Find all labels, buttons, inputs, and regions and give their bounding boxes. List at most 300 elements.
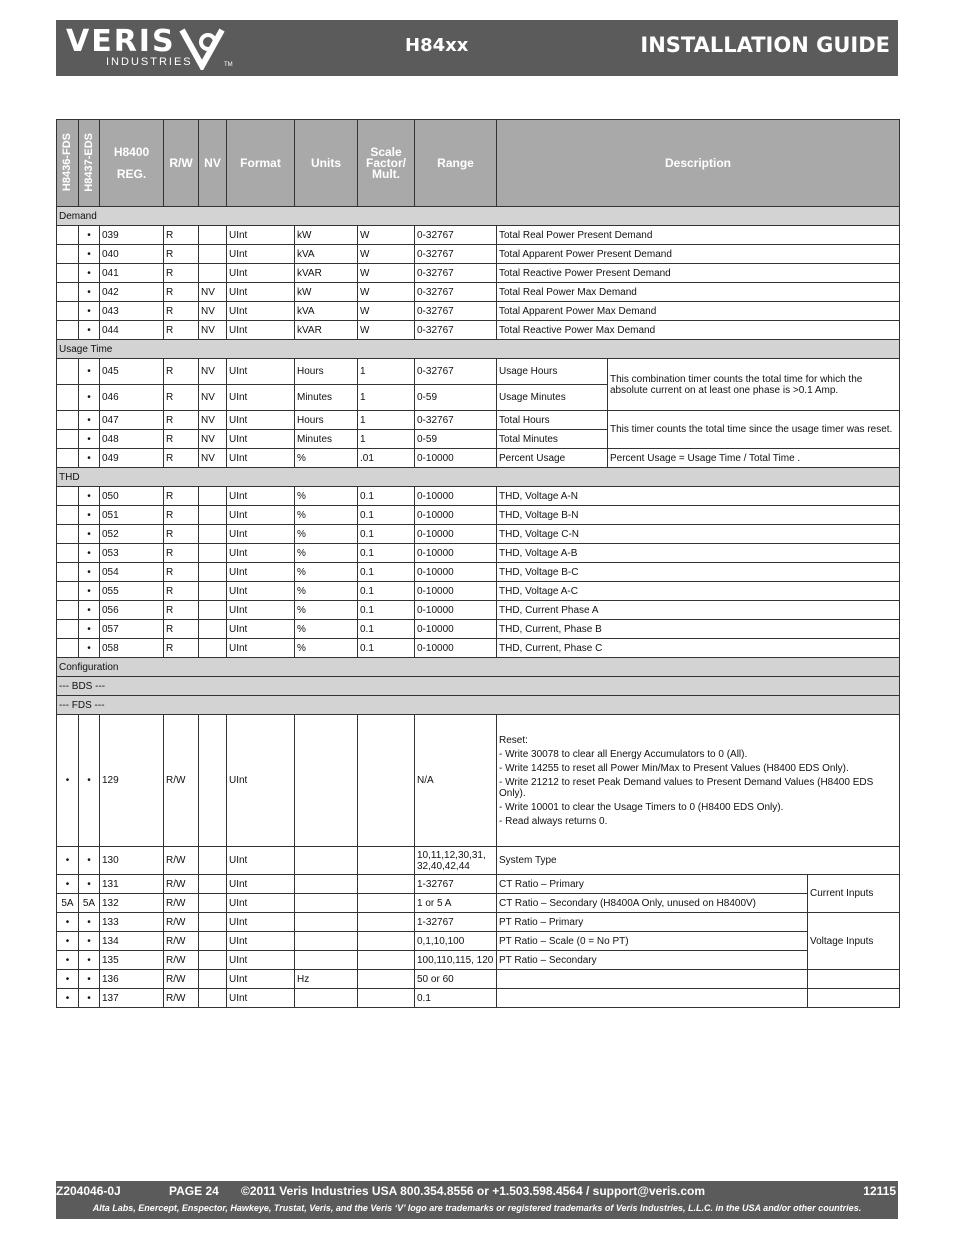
table-cell [199, 226, 227, 245]
table-cell [57, 525, 79, 544]
table-cell: NV [199, 302, 227, 321]
table-cell: Percent Usage = Usage Time / Total Time . [608, 449, 900, 468]
table-cell: % [295, 601, 358, 620]
table-cell: R [164, 601, 199, 620]
table-cell: • [57, 970, 79, 989]
table-cell [57, 430, 79, 449]
table-cell: 0-10000 [415, 601, 497, 620]
table-cell: System Type [497, 847, 900, 875]
section-row [57, 340, 900, 359]
table-cell: • [57, 715, 79, 847]
table-cell: R/W [164, 951, 199, 970]
table-row [57, 449, 900, 468]
table-cell: 0.1 [415, 989, 497, 1008]
table-cell [295, 875, 358, 894]
table-cell: R/W [164, 875, 199, 894]
table-cell: 057 [100, 620, 164, 639]
table-cell: 0-10000 [415, 620, 497, 639]
logo-tm: TM [224, 62, 233, 68]
table-cell: 0-10000 [415, 544, 497, 563]
table-cell: kVAR [295, 321, 358, 340]
table-cell: 50 or 60 [415, 970, 497, 989]
header-format: Format [227, 120, 295, 207]
table-cell: 0.1 [358, 525, 415, 544]
page-number: PAGE 24 [169, 1184, 219, 1198]
table-cell: This timer counts the total time since the usage timer was reset. [608, 411, 900, 449]
table-cell: R [164, 226, 199, 245]
table-cell: 0-32767 [415, 411, 497, 430]
table-row [57, 582, 900, 601]
table-cell [497, 989, 808, 1008]
table-cell: 137 [100, 989, 164, 1008]
table-cell: kW [295, 226, 358, 245]
table-row [57, 932, 900, 951]
table-cell [199, 715, 227, 847]
table-cell: 0-10000 [415, 506, 497, 525]
table-cell: • [79, 226, 100, 245]
table-cell: UInt [227, 487, 295, 506]
table-cell: UInt [227, 951, 295, 970]
section-row [57, 207, 900, 226]
table-cell [57, 487, 79, 506]
table-cell: THD, Voltage A-N [497, 487, 900, 506]
table-cell [57, 302, 79, 321]
table-row [57, 989, 900, 1008]
table-row [57, 563, 900, 582]
table-cell: 0-10000 [415, 525, 497, 544]
table-cell: % [295, 620, 358, 639]
table-cell: kVA [295, 245, 358, 264]
table-cell: 046 [100, 385, 164, 411]
table-cell: R/W [164, 894, 199, 913]
table-cell: • [79, 715, 100, 847]
table-cell: THD, Voltage B-N [497, 506, 900, 525]
table-row [57, 525, 900, 544]
table-cell: Demand [57, 207, 900, 226]
table-cell [199, 544, 227, 563]
table-cell: 1-32767 [415, 875, 497, 894]
table-cell: N/A [415, 715, 497, 847]
table-cell: CT Ratio – Secondary (H8400A Only, unused on H8400V) [497, 894, 808, 913]
table-cell: 0.1 [358, 620, 415, 639]
header-range: Range [415, 120, 497, 207]
table-cell: % [295, 582, 358, 601]
table-cell: 0.1 [358, 487, 415, 506]
table-cell: Total Real Power Max Demand [497, 283, 900, 302]
table-row [57, 913, 900, 932]
table-cell [358, 913, 415, 932]
table-row [57, 487, 900, 506]
table-cell: R [164, 264, 199, 283]
veris-logo [66, 24, 246, 72]
table-cell: Minutes [295, 430, 358, 449]
table-row [57, 847, 900, 875]
table-cell: 1 [358, 430, 415, 449]
table-cell: THD, Voltage A-C [497, 582, 900, 601]
table-cell: 0-59 [415, 430, 497, 449]
table-cell [358, 715, 415, 847]
table-cell: W [358, 321, 415, 340]
table-cell [57, 359, 79, 385]
reset-line: - Read always returns 0. [499, 815, 608, 827]
table-cell: % [295, 525, 358, 544]
table-cell: R/W [164, 932, 199, 951]
table-cell [808, 989, 900, 1008]
table-cell: Usage Hours [497, 359, 608, 385]
section-row [57, 677, 900, 696]
table-cell: .01 [358, 449, 415, 468]
table-cell [57, 639, 79, 658]
logo-wordmark: VERIS [66, 24, 176, 59]
table-cell: • [79, 487, 100, 506]
table-cell [199, 506, 227, 525]
table-cell: 0-59 [415, 385, 497, 411]
table-row [57, 544, 900, 563]
table-cell: PT Ratio – Scale (0 = No PT) [497, 932, 808, 951]
table-cell: • [79, 951, 100, 970]
table-cell: PT Ratio – Primary [497, 913, 808, 932]
table-cell: 1 [358, 359, 415, 385]
table-cell: R/W [164, 913, 199, 932]
table-cell: • [79, 449, 100, 468]
table-cell: 131 [100, 875, 164, 894]
table-cell: 0.1 [358, 601, 415, 620]
table-cell [199, 847, 227, 875]
table-cell: UInt [227, 620, 295, 639]
table-row [57, 639, 900, 658]
table-cell: CT Ratio – Primary [497, 875, 808, 894]
table-cell: UInt [227, 245, 295, 264]
table-cell: • [79, 932, 100, 951]
table-cell: 134 [100, 932, 164, 951]
table-cell [199, 894, 227, 913]
table-cell [57, 283, 79, 302]
table-cell: 100,110,115, 120 [415, 951, 497, 970]
table-cell: 0-10000 [415, 487, 497, 506]
register-table [56, 119, 900, 1008]
table-cell: UInt [227, 264, 295, 283]
table-cell: Total Hours [497, 411, 608, 430]
header-h8437: H8437-EDS [79, 120, 100, 207]
table-cell [199, 932, 227, 951]
table-cell: • [79, 563, 100, 582]
table-cell: 0-32767 [415, 302, 497, 321]
table-cell: UInt [227, 715, 295, 847]
table-cell: THD, Current, Phase C [497, 639, 900, 658]
table-cell: Current Inputs [808, 875, 900, 913]
table-cell: R [164, 544, 199, 563]
table-cell: THD, Voltage C-N [497, 525, 900, 544]
table-cell: 0-32767 [415, 245, 497, 264]
table-row [57, 359, 900, 385]
table-cell: • [79, 544, 100, 563]
table-cell: W [358, 226, 415, 245]
table-cell: R/W [164, 989, 199, 1008]
table-cell: % [295, 544, 358, 563]
table-cell: • [79, 639, 100, 658]
table-cell: PT Ratio – Secondary [497, 951, 808, 970]
header-reg: H8400 REG. [100, 120, 164, 207]
table-cell: UInt [227, 970, 295, 989]
table-row [57, 245, 900, 264]
table-row [57, 875, 900, 894]
table-row [57, 620, 900, 639]
table-cell: 5A [57, 894, 79, 913]
reset-line: - Write 30078 to clear all Energy Accumulators to 0 (All). [499, 748, 748, 760]
table-cell: R [164, 506, 199, 525]
table-cell: 0-32767 [415, 283, 497, 302]
table-row [57, 226, 900, 245]
table-cell: Voltage Inputs [808, 913, 900, 970]
table-cell: 053 [100, 544, 164, 563]
table-cell: R [164, 525, 199, 544]
table-cell: UInt [227, 449, 295, 468]
table-cell: • [79, 385, 100, 411]
table-cell: NV [199, 411, 227, 430]
table-cell: UInt [227, 525, 295, 544]
table-cell: 055 [100, 582, 164, 601]
table-cell: 039 [100, 226, 164, 245]
table-cell: 1-32767 [415, 913, 497, 932]
table-cell: R [164, 639, 199, 658]
table-cell [358, 894, 415, 913]
table-cell: % [295, 506, 358, 525]
table-cell [295, 847, 358, 875]
reset-line: - Write 14255 to reset all Power Min/Max to Present Values (H8400 EDS Only). [499, 762, 849, 774]
table-cell: 0.1 [358, 582, 415, 601]
table-cell: Percent Usage [497, 449, 608, 468]
table-cell [57, 582, 79, 601]
table-cell [199, 601, 227, 620]
table-cell: THD [57, 468, 900, 487]
table-cell [199, 563, 227, 582]
table-cell: 0-10000 [415, 563, 497, 582]
table-cell [57, 411, 79, 430]
table-cell: UInt [227, 430, 295, 449]
table-cell: UInt [227, 875, 295, 894]
table-cell: UInt [227, 302, 295, 321]
table-cell: 5A [79, 894, 100, 913]
table-cell: UInt [227, 411, 295, 430]
section-row [57, 696, 900, 715]
table-cell: kW [295, 283, 358, 302]
table-cell: 0.1 [358, 639, 415, 658]
table-cell: 045 [100, 359, 164, 385]
table-cell: 0.1 [358, 563, 415, 582]
table-cell: UInt [227, 506, 295, 525]
table-cell [199, 620, 227, 639]
reset-line: Reset: [499, 734, 528, 746]
table-cell: 049 [100, 449, 164, 468]
table-cell: NV [199, 430, 227, 449]
table-cell: % [295, 449, 358, 468]
header-scale: Scale Factor/ Mult. [358, 120, 415, 207]
table-cell: NV [199, 283, 227, 302]
table-cell: Total Minutes [497, 430, 608, 449]
table-cell: Total Reactive Power Present Demand [497, 264, 900, 283]
table-row [57, 283, 900, 302]
table-cell: 056 [100, 601, 164, 620]
table-cell: • [57, 847, 79, 875]
section-row [57, 658, 900, 677]
table-cell: Configuration [57, 658, 900, 677]
table-cell: W [358, 264, 415, 283]
table-cell [295, 932, 358, 951]
page-footer [56, 1181, 898, 1219]
table-cell: • [57, 875, 79, 894]
table-cell: 058 [100, 639, 164, 658]
table-cell: R [164, 359, 199, 385]
table-cell: UInt [227, 385, 295, 411]
table-cell [199, 264, 227, 283]
table-cell: 0.1 [358, 544, 415, 563]
table-cell: 0.1 [358, 506, 415, 525]
table-cell [57, 245, 79, 264]
header-nv: NV [199, 120, 227, 207]
table-cell: R [164, 245, 199, 264]
table-cell: • [79, 847, 100, 875]
header-h8436: H8436-FDS [57, 120, 79, 207]
table-cell [199, 951, 227, 970]
table-cell: Minutes [295, 385, 358, 411]
table-cell: UInt [227, 544, 295, 563]
table-cell [199, 875, 227, 894]
table-cell: • [79, 601, 100, 620]
table-cell: This combination timer counts the total time for which the absolute current on at least one phase is >0.1 Amp. [608, 359, 900, 411]
header-units: Units [295, 120, 358, 207]
table-cell: R [164, 487, 199, 506]
table-cell [57, 544, 79, 563]
table-cell: NV [199, 321, 227, 340]
table-cell: • [79, 506, 100, 525]
table-cell [199, 970, 227, 989]
table-cell: 136 [100, 970, 164, 989]
table-cell: kVAR [295, 264, 358, 283]
header-description: Description [497, 120, 900, 207]
table-cell: Total Apparent Power Present Demand [497, 245, 900, 264]
table-cell: UInt [227, 359, 295, 385]
table-row [57, 302, 900, 321]
table-cell: 0-32767 [415, 359, 497, 385]
table-cell: R [164, 302, 199, 321]
table-cell [199, 525, 227, 544]
table-cell: 048 [100, 430, 164, 449]
table-cell [57, 226, 79, 245]
table-cell: Total Real Power Present Demand [497, 226, 900, 245]
reset-row [57, 715, 900, 847]
table-cell: • [79, 264, 100, 283]
table-row [57, 951, 900, 970]
guide-title: INSTALLATION GUIDE [640, 33, 890, 57]
table-cell: UInt [227, 283, 295, 302]
table-cell: • [79, 582, 100, 601]
table-cell: UInt [227, 226, 295, 245]
table-cell: • [79, 245, 100, 264]
table-cell: • [57, 913, 79, 932]
table-cell: • [79, 430, 100, 449]
table-cell: UInt [227, 563, 295, 582]
table-cell: % [295, 487, 358, 506]
table-cell: 0-10000 [415, 582, 497, 601]
table-cell [57, 264, 79, 283]
reset-line: - Write 10001 to clear the Usage Timers to 0 (H8400 EDS Only). [499, 801, 784, 813]
table-cell: THD, Voltage A-B [497, 544, 900, 563]
table-row [57, 321, 900, 340]
page-header [56, 20, 898, 76]
table-cell: 0-32767 [415, 321, 497, 340]
table-cell: UInt [227, 894, 295, 913]
table-cell: • [79, 411, 100, 430]
table-cell: • [79, 989, 100, 1008]
table-cell [497, 970, 808, 989]
table-cell: • [79, 321, 100, 340]
table-cell: 1 [358, 385, 415, 411]
table-cell [358, 989, 415, 1008]
header-rw: R/W [164, 120, 199, 207]
table-cell: 054 [100, 563, 164, 582]
table-cell: NV [199, 449, 227, 468]
table-cell: 047 [100, 411, 164, 430]
table-cell: UInt [227, 847, 295, 875]
table-cell: --- BDS --- [57, 677, 900, 696]
table-header-row [57, 120, 900, 207]
table-cell: UInt [227, 321, 295, 340]
table-cell: R [164, 321, 199, 340]
table-cell: 130 [100, 847, 164, 875]
table-cell [199, 487, 227, 506]
table-cell: W [358, 302, 415, 321]
table-cell: • [57, 989, 79, 1008]
table-cell: Hours [295, 411, 358, 430]
table-cell [358, 875, 415, 894]
table-cell: 052 [100, 525, 164, 544]
table-cell [295, 951, 358, 970]
table-cell: • [79, 525, 100, 544]
table-cell: • [79, 302, 100, 321]
table-cell: R [164, 411, 199, 430]
table-cell: 0-32767 [415, 226, 497, 245]
table-cell: • [79, 913, 100, 932]
trademark-notice: Alta Labs, Enercept, Enspector, Hawkeye, Trustat, Veris, and the Veris ‘V’ logo are trademarks or registered trademarks of Veris Industries, L.L.C. in the USA and/or other countries. [92, 1203, 862, 1213]
table-cell: 133 [100, 913, 164, 932]
table-cell [57, 506, 79, 525]
contact-info: ©2011 Veris Industries USA 800.354.8556 or +1.503.598.4564 / support@veris.com [241, 1184, 706, 1198]
table-cell: • [57, 951, 79, 970]
table-cell [57, 449, 79, 468]
table-cell [199, 582, 227, 601]
table-cell: W [358, 283, 415, 302]
table-cell: 043 [100, 302, 164, 321]
table-cell: 042 [100, 283, 164, 302]
table-cell: 044 [100, 321, 164, 340]
table-cell: NV [199, 359, 227, 385]
table-cell [57, 385, 79, 411]
table-cell: • [79, 283, 100, 302]
table-cell: R [164, 430, 199, 449]
table-cell: Hours [295, 359, 358, 385]
table-cell [199, 639, 227, 658]
doc-number: Z204046-0J [56, 1184, 121, 1198]
table-cell: 0-10000 [415, 449, 497, 468]
table-cell [57, 601, 79, 620]
table-cell: THD, Current Phase A [497, 601, 900, 620]
table-cell: % [295, 639, 358, 658]
table-cell: THD, Voltage B-C [497, 563, 900, 582]
table-cell: UInt [227, 989, 295, 1008]
table-cell [199, 989, 227, 1008]
table-cell: R [164, 385, 199, 411]
table-cell: • [79, 970, 100, 989]
